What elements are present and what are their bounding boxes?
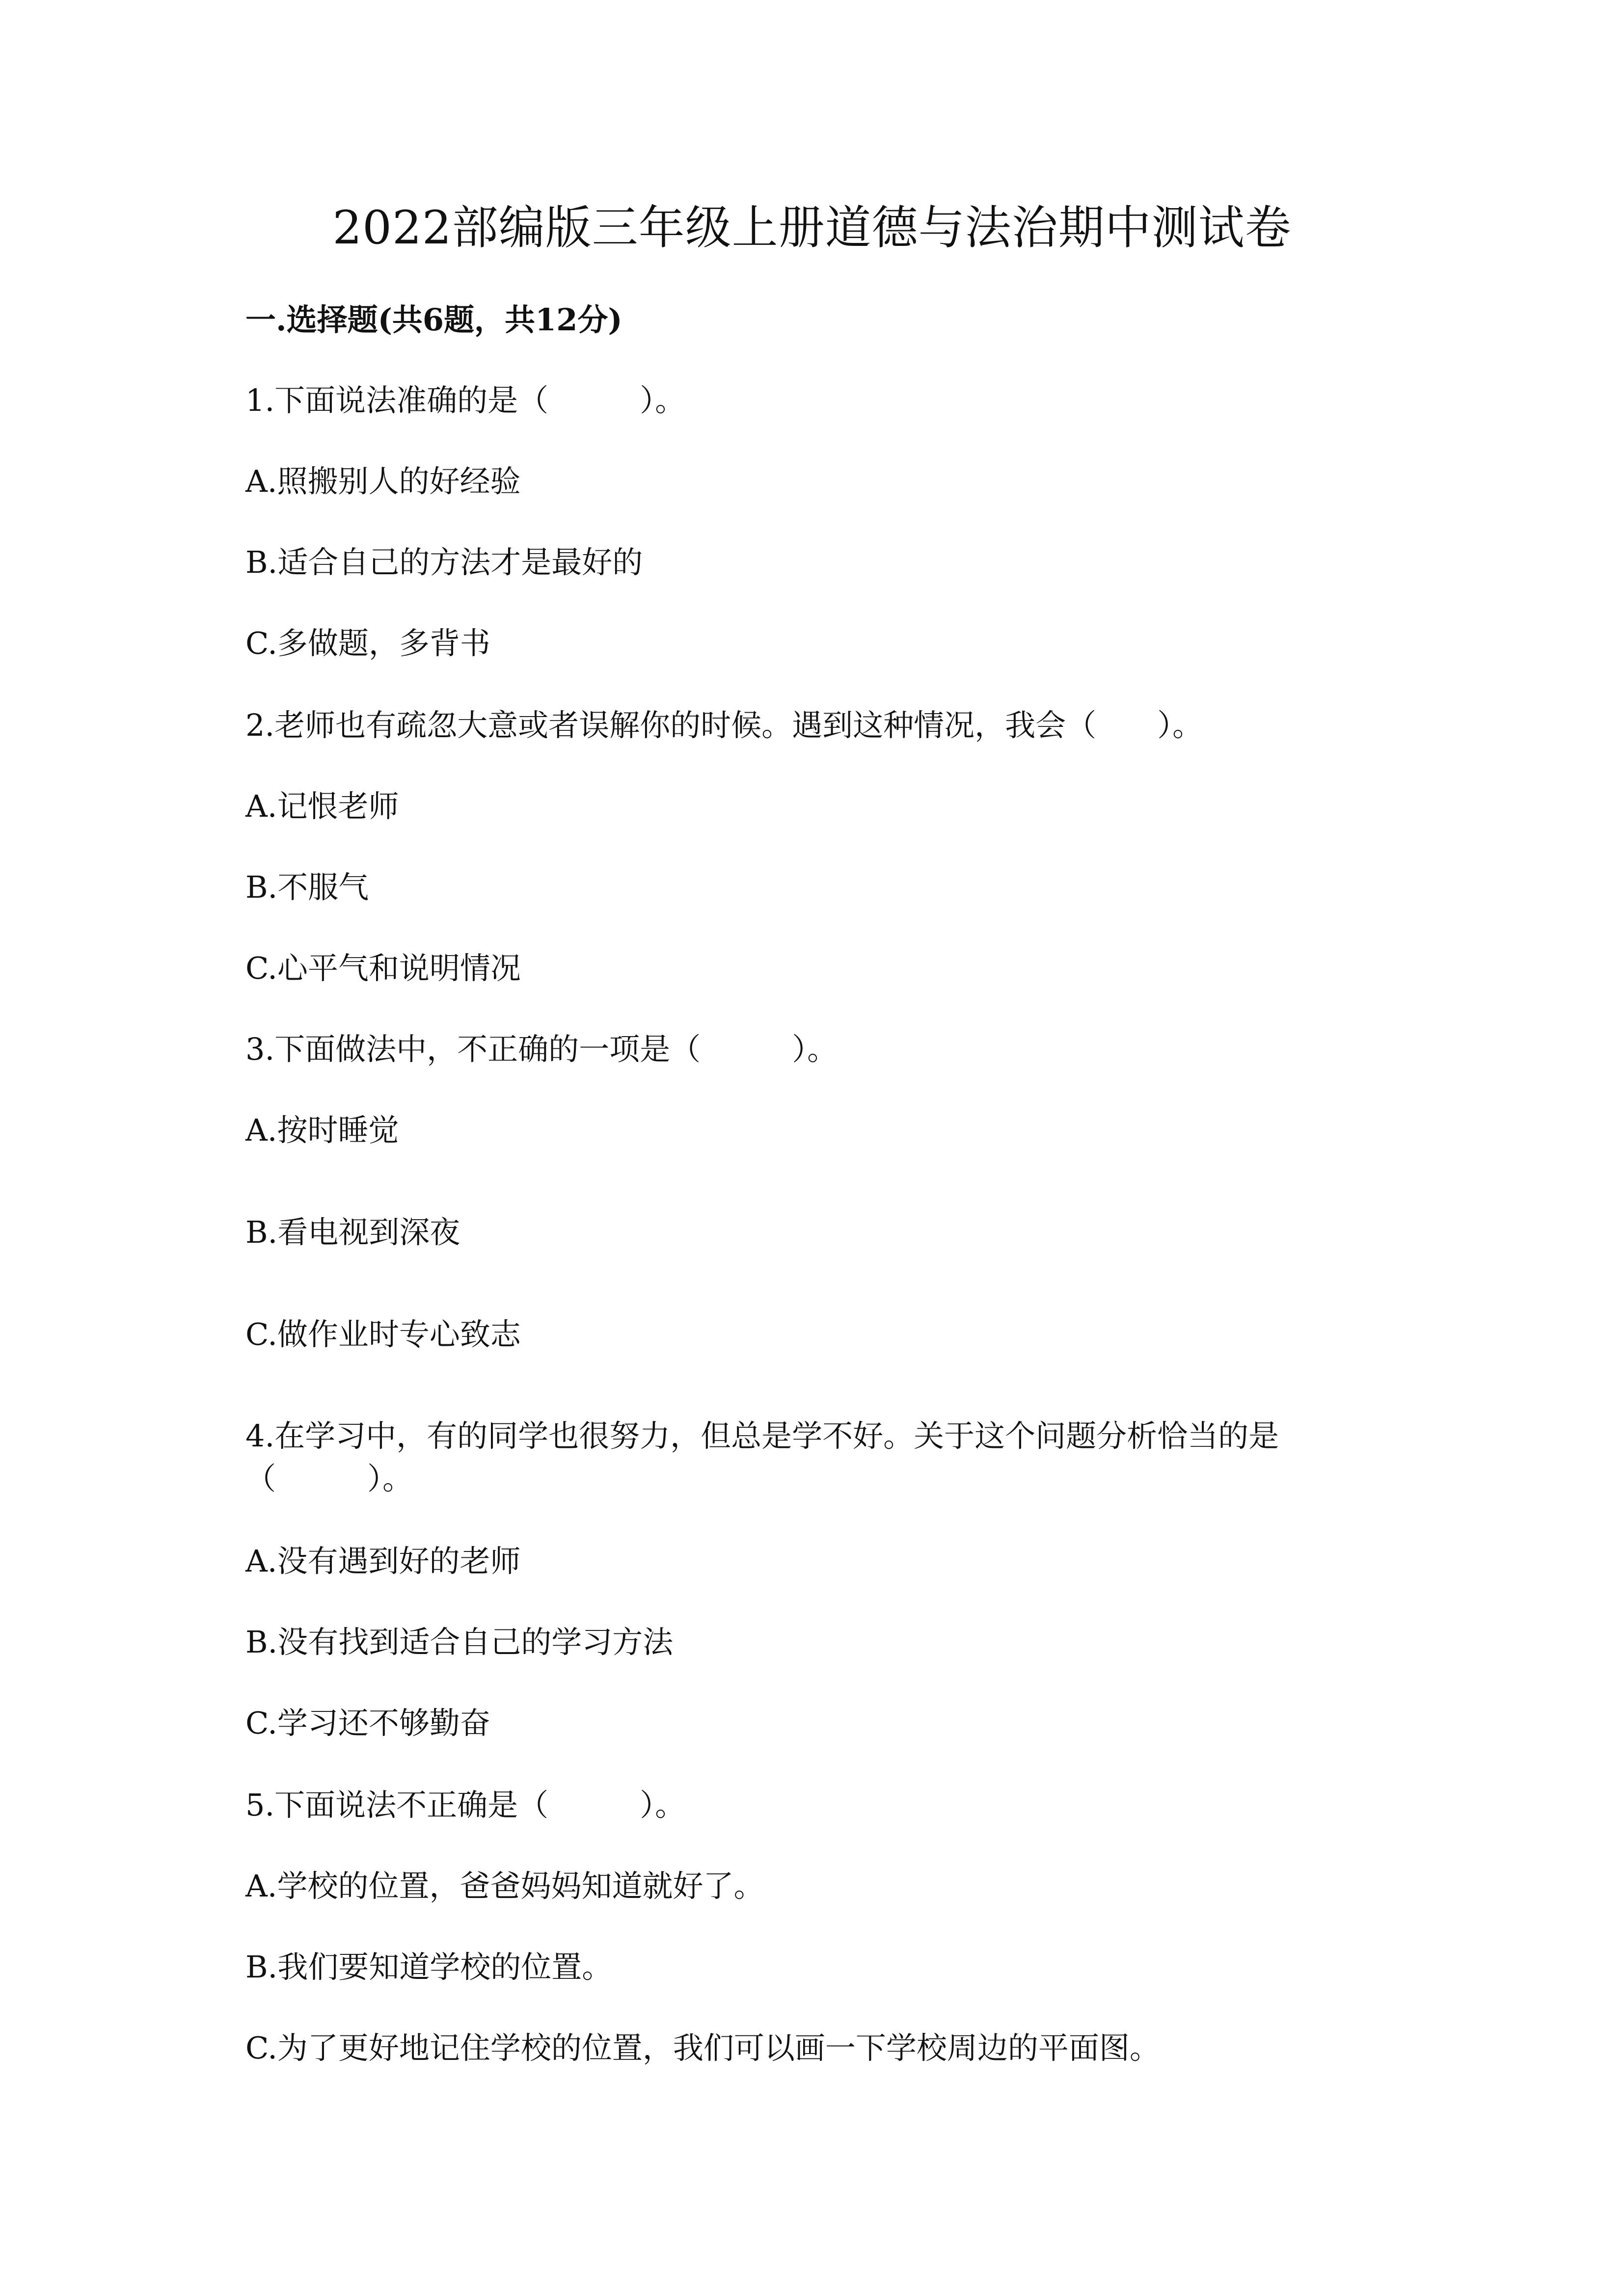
question-4-option-c: C.学习还不够勤奋 <box>245 1705 490 1741</box>
question-3-option-a: A.按时睡觉 <box>245 1112 399 1148</box>
question-3-option-c: C.做作业时专心致志 <box>245 1316 521 1352</box>
question-4-option-a: A.没有遇到好的老师 <box>245 1543 521 1579</box>
question-2-option-b: B.不服气 <box>245 869 369 905</box>
section-heading: 一.选择题(共6题，共12分) <box>245 302 623 338</box>
question-2-option-c: C.心平气和说明情况 <box>245 950 521 986</box>
question-1-option-a: A.照搬别人的好经验 <box>245 463 521 499</box>
question-4-option-b: B.没有找到适合自己的学习方法 <box>245 1624 674 1660</box>
question-5-option-a: A.学校的位置，爸爸妈妈知道就好了。 <box>245 1868 764 1904</box>
question-4-stem: 4.在学习中，有的同学也很努力，但总是学不好。关于这个问题分析恰当的是 <box>245 1418 1279 1454</box>
question-2-option-a: A.记恨老师 <box>245 788 399 824</box>
question-3-option-b: B.看电视到深夜 <box>245 1214 460 1250</box>
question-3-stem: 3.下面做法中，不正确的一项是（ ）。 <box>245 1031 838 1067</box>
question-1-option-c: C.多做题，多背书 <box>245 625 490 661</box>
question-5-option-b: B.我们要知道学校的位置。 <box>245 1949 613 1985</box>
page-title: 2022部编版三年级上册道德与法治期中测试卷 <box>332 201 1292 255</box>
question-1-stem: 1.下面说法准确的是（ ）。 <box>245 382 686 418</box>
question-4-stem-continued: （ ）。 <box>245 1461 413 1496</box>
question-5-option-c: C.为了更好地记住学校的位置，我们可以画一下学校周边的平面图。 <box>245 2030 1160 2066</box>
question-1-option-b: B.适合自己的方法才是最好的 <box>245 544 643 580</box>
question-5-stem: 5.下面说法不正确是（ ）。 <box>245 1787 686 1823</box>
question-2-stem: 2.老师也有疏忽大意或者误解你的时候。遇到这种情况，我会（ ）。 <box>245 707 1203 743</box>
